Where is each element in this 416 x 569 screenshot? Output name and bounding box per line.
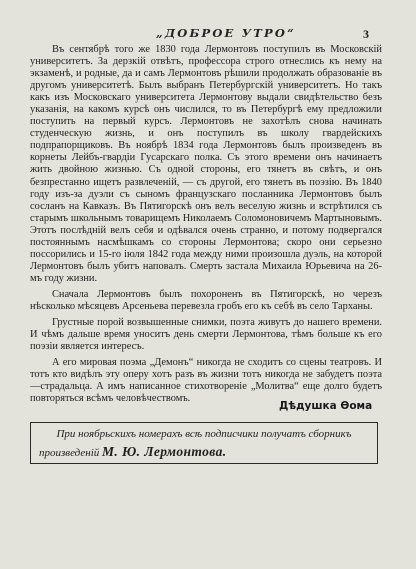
paragraph-2: Сначала Лермонтовъ былъ похороненъ въ Пятигорскѣ, но черезъ нѣсколько мѣсяцевъ Арсеньева перевезла гробъ его къ себѣ въ село Тарханы.: [30, 288, 382, 312]
paragraph-3: Грустные порой возвышенные снимки, поэта живутъ до нашего времени. И чѣмъ дальше время уноситъ день смерти Лермонтова, тѣмъ больше къ его поэзіи является интересъ.: [30, 317, 382, 353]
subscription-notice: [30, 422, 378, 464]
paragraph-4: А его мировая поэма „Демонъ“ никогда не сходитъ со сцены театровъ. И тотъ кто видѣлъ эту оперу хотъ разъ въ жизни тотъ никогда не забудетъ поэта—страдальца. А имъ написанное стихотвореніе „Молитва“ еще долго будетъ повторяться всѣмъ человѣчествомъ.: [30, 357, 382, 405]
notice-prefix: произведеній: [39, 447, 100, 459]
author-signature: Дѣдушка Ѳома: [279, 400, 373, 412]
running-head: „ДОБРОЕ УТРО“: [156, 26, 296, 40]
paragraph-1: Въ сентябрѣ того же 1830 года Лермонтовъ поступилъ въ Московскій университетъ. За дерзкій отвѣтъ, профессора строго отнеслись къ нему на экзаменѣ, и родные, да и самъ Лермонтовъ рѣшили продолжать образованіе въ другомъ университетѣ. Былъ выбранъ Петербургскій университетъ. Но такъ какъ изъ Московскаго университета Лермонтову выдали свидѣтельство безъ указанія, на какомъ курсѣ онъ числился, то въ Петербургѣ ему предложили поступить на первый курсъ. Лермонтовъ не захотѣлъ снова начинать студенческую жизнь, и онъ поступилъ въ школу гвардейскихъ подпрапорщиковъ. Въ ноябрѣ 1834 года Лермонтовъ былъ произведенъ въ корнеты Лейбъ-гвардіи Гусарскаго полка. Съ этого времени онъ начинаетъ жить двойною жизнью. Съ одной стороны, его тянетъ въ свѣтъ, и онъ безпрестанно ищетъ развлеченій, — съ другой, его тянетъ въ поэзію. Въ 1840 году изъ-за дуэли съ сыномъ французскаго посланника Лермонтовъ былъ сосланъ на Кавказъ. Въ Пятигорскѣ онъ велъ веселую жизнь и встрѣтился съ старымъ школьнымъ товарищемъ Николаемъ Соломоновичемъ Мартыновымъ. Этотъ послѣдній велъ себя и одѣвался очень странно, и потому подвергался постояннымъ насмѣшкамъ со стороны Лермонтова; скоро они серьезно поссорились и 15-го іюля 1842 года между ними произошла дуэль, на которой Лермонтовъ былъ убитъ наповалъ. Смерть застала Михаила Юрьевича на 26-мъ году жизни.: [30, 44, 382, 284]
page-number: 3: [363, 27, 369, 41]
article-body: [30, 44, 382, 405]
notice-author-name: М. Ю. Лермонтова.: [102, 444, 227, 459]
notice-line-1: При ноябрьскихъ номерахъ всѣ подписчики получатъ сборникъ: [56, 428, 352, 440]
notice-line-2: [39, 444, 227, 460]
